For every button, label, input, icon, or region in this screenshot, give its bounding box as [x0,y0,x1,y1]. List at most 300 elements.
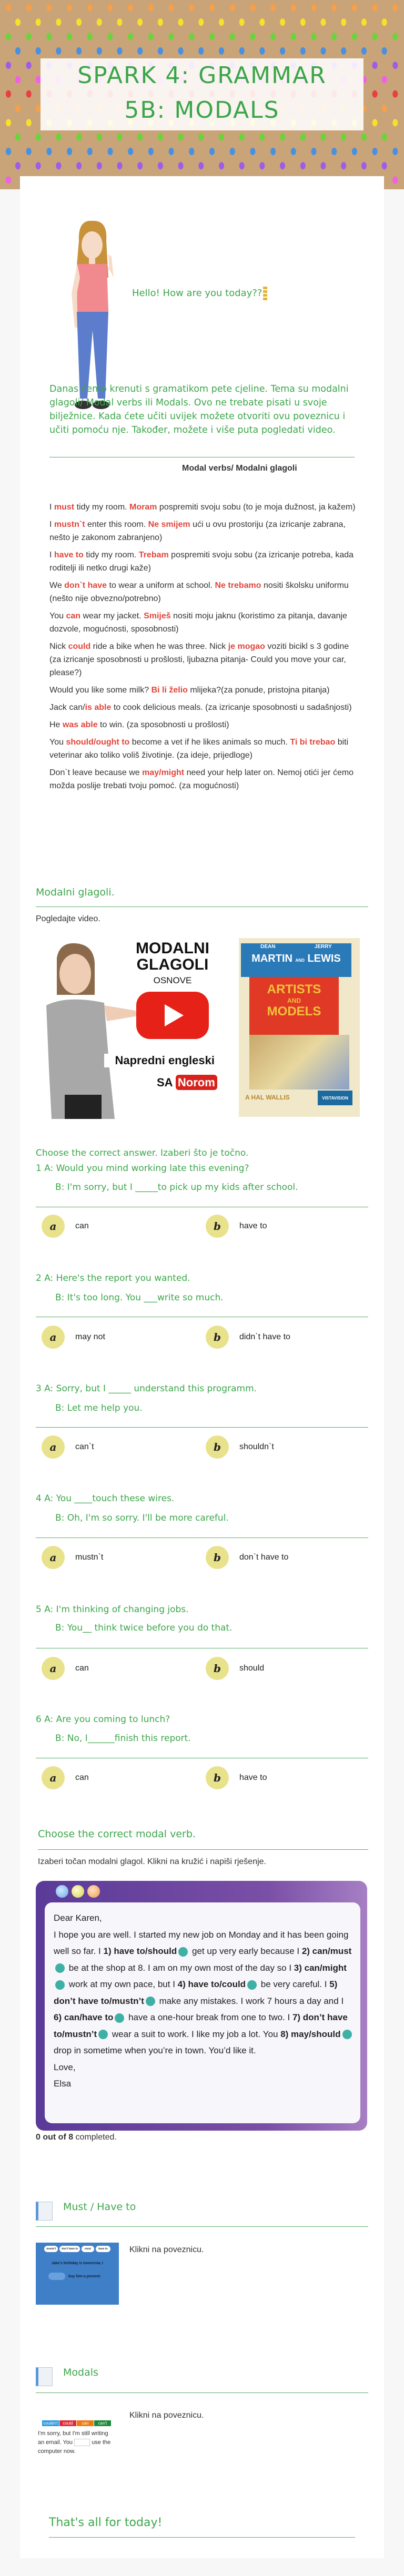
question-2-option-b[interactable] [206,1326,290,1349]
banner-dot [382,76,387,84]
answer-blank-circle[interactable] [247,1980,257,1990]
modal-highlight: don`t have [64,581,107,590]
banner-dot [108,148,113,155]
banner-dot [97,18,102,26]
question-4-option-b[interactable] [206,1546,288,1569]
question-6-line-b: B: No, I______finish this report. [55,1733,191,1744]
banner-dot [158,162,163,169]
modal-highlight: have to [54,551,84,559]
option-letter-badge: b [206,1546,229,1569]
question-3-option-b[interactable] [206,1435,274,1459]
banner-dot [189,148,194,155]
link-thumbnail-must-have-to[interactable] [36,2243,119,2305]
modal-choice: 3) can/might [294,1962,347,1973]
example-text: I [49,551,54,559]
option-letter-badge: b [206,1657,229,1680]
banner-dot [108,33,113,40]
progress-count: 0 out of 8 [36,2133,74,2142]
video-thumbnail[interactable] [36,932,368,1119]
answer-blank-circle[interactable] [178,1947,188,1957]
banner-dot [300,18,306,26]
thumb-sentence: an email. You [38,2439,73,2446]
banner-dot [87,148,93,155]
banner-dot [341,47,346,55]
header-banner [0,0,404,189]
banner-dot [270,4,276,12]
intro-paragraph: Danas ćemo krenuti s gramatikom pete cjeline. Tema su modalni glagoli/ Modal verbs ili Modals. Ovo ne trebate pisati u svoje bilježnice. Kada ćete učiti uvijek možete otvoriti ovu poveznicu i učiti pomoću nje. Također, možete i više puta pogledati video. [49,384,349,435]
question-divider [36,1427,368,1428]
banner-dot [56,18,61,26]
banner-dot [46,148,52,155]
banner-dot [178,162,184,169]
link-text[interactable]: Klikni na poveznicu. [129,2245,204,2254]
banner-dot [230,33,235,40]
question-6-option-a[interactable] [42,1766,89,1789]
link-divider [36,2226,368,2227]
exercise-instruction: Izaberi točan modalni glagol. Klikni na kružić i napiši rješenje. [38,1857,266,1866]
banner-dot [321,134,326,141]
example-text: pospremiti svoju sobu (za izricanje potreba, kada roditelji ili netko drugi kaže) [49,551,354,573]
banner-dot [6,33,11,40]
banner-dot [198,18,204,26]
example-text: ući u ovu prostoriju (za izricanje zabrana, nešto je zakonom zabranjeno) [49,520,346,542]
answer-blank-circle[interactable] [55,1963,65,1973]
thumb-pill: can [77,2420,94,2426]
banner-dot [392,177,398,184]
banner-dot [36,134,41,141]
banner-dot [6,90,11,98]
emoji-icon [263,287,267,300]
banner-dot [209,148,215,155]
banner-dot [230,4,235,12]
modal-choice: 7) don’t have to/mustn’t [54,2012,348,2039]
banner-dot [169,33,174,40]
banner-dot [6,62,11,69]
banner-dot [67,4,72,12]
modal-example [49,548,357,575]
banner-dot [300,134,306,141]
banner-dot [137,18,143,26]
banner-dot [239,134,245,141]
modal-verbs-heading: Modal verbs/ Modalni glagoli [182,464,297,473]
example-text: We [49,581,65,590]
option-letter-badge: a [42,1435,65,1459]
question-4-line-b: B: Oh, I'm so sorry. I'll be more careful. [55,1513,229,1523]
banner-dot [108,4,113,12]
closing-divider [49,2537,355,2538]
poster-name: MARTIN [251,953,292,964]
thumb-pill: must [82,2246,94,2252]
modal-example [49,609,357,636]
banner-dot [361,18,367,26]
letter-salutation: Dear Karen, [54,1913,102,1923]
banner-dot [128,148,133,155]
question-1-option-b[interactable] [206,1215,267,1238]
letter-text-segment: work at my own pace, but I [66,1979,178,1989]
banner-dot [87,33,93,40]
modal-highlight: can [66,612,81,620]
banner-dot [270,148,276,155]
banner-dot [97,47,102,55]
banner-dot [26,62,32,69]
banner-dot [15,134,21,141]
modal-example [49,640,357,679]
answer-blank-circle[interactable] [98,2030,108,2039]
banner-dot [76,162,82,169]
poster-name: AND [295,958,305,963]
question-3-line-a: 3 A: Sorry, but I _____ understand this programm. [36,1383,257,1394]
progress-label: completed. [73,2133,117,2142]
banner-dot [15,76,21,84]
question-5-line-b: B: You__ think twice before you do that. [55,1623,233,1633]
example-text: mlijeka?(za ponude, pristojna pitanja) [187,686,330,695]
poster-title: AND [287,997,301,1004]
window-dot-blue-icon [56,1885,68,1898]
banner-dot [321,47,326,55]
banner-dot [137,47,143,55]
letter-text-segment: be at the shop at 8. I am on my own most of the day so I [66,1962,294,1973]
modal-highlight: Ti bi trebao [290,738,336,747]
banner-dot [158,47,163,55]
banner-dot [76,18,82,26]
title-line-2: 5B: MODALS [124,97,280,124]
modal-highlight: Smiješ [144,612,171,620]
thumb-sentence: computer now. [38,2448,76,2455]
banner-dot [300,162,306,169]
banner-dot [158,18,163,26]
banner-dot [26,90,32,98]
question-2-line-a: 2 A: Here's the report you wanted. [36,1273,190,1284]
letter-text-segment: make any mistakes. I work 7 hours a day and I [156,1995,344,2006]
answer-blank-circle[interactable] [115,2013,124,2023]
banner-dot [219,162,224,169]
option-letter-badge: a [42,1326,65,1349]
modal-highlight: may/might [142,768,185,777]
example-text: I [49,503,54,512]
option-letter-badge: a [42,1215,65,1238]
example-text: tidy my room. [74,503,130,512]
banner-dot [15,47,21,55]
banner-dot [239,18,245,26]
example-text: to win. (za sposobnosti u prošlosti) [97,720,229,729]
question-1-option-a[interactable] [42,1215,89,1238]
document-icon [36,2367,53,2386]
modal-highlight: must [54,503,75,512]
option-letter-badge: b [206,1215,229,1238]
movie-poster [239,938,360,1117]
banner-dot [382,162,387,169]
banner-dot [311,4,317,12]
example-text: to cook delicious meals. (za izricanje sposobnosti u sadašnjosti) [111,703,352,712]
banner-dot [158,134,163,141]
banner-dot [372,4,378,12]
banner-dot [311,33,317,40]
option-letter-badge: a [42,1657,65,1680]
thumb-sentence: buy him a present. [68,2274,101,2278]
thumb-footer: Napredni engleski [104,1054,215,1067]
banner-dot [250,33,255,40]
banner-dot [56,134,61,141]
video-section-heading: Modalni glagoli. [36,887,115,898]
banner-dot [189,33,194,40]
question-2-option-a[interactable] [42,1326,105,1349]
modal-highlight: je mogao [228,642,265,651]
banner-dot [331,4,337,12]
link-thumbnail-modals[interactable] [38,2420,122,2462]
modal-choice: 8) may/should [280,2029,341,2039]
banner-dot [209,4,215,12]
poster-name: DEAN [260,944,276,950]
banner-dot [6,4,11,12]
answer-blank-circle[interactable] [146,1997,155,2006]
link-text[interactable]: Klikni na poveznicu. [129,2411,204,2420]
question-5-option-b[interactable] [206,1657,264,1680]
banner-dot [392,62,398,69]
example-text: tidy my room. [83,551,139,559]
banner-dot [321,162,326,169]
greeting-text [132,287,267,300]
answer-blank-circle[interactable] [55,1980,65,1990]
banner-dot [259,18,265,26]
banner-dot [117,47,123,55]
question-6-option-b[interactable] [206,1766,267,1789]
banner-dot [392,148,398,155]
banner-dot [352,148,357,155]
example-text: You [49,612,66,620]
banner-dot [352,4,357,12]
letter-closing: Love, [54,2062,76,2072]
banner-dot [15,105,21,112]
banner-dot [291,33,296,40]
modal-example [49,718,357,731]
quiz-heading: Choose the correct answer. Izaberi što je točno. [36,1148,249,1158]
option-label: shouldn`t [239,1442,274,1451]
example-text: nositi moju jaknu (koristimo za pitanja, davanje dozvole, mogućnosti, sposobnosti) [49,612,347,634]
letter-window [36,1881,367,2131]
letter-text-segment: get up very early because I [189,1946,302,1956]
banner-dot [372,62,378,69]
exercise-heading: Choose the correct modal verb. [38,1828,196,1840]
banner-dot [372,90,378,98]
letter-text-segment: drop in sometime when you’re in town. You’d like it. [54,2045,256,2055]
banner-dot [361,47,367,55]
option-label: should [239,1664,265,1673]
modal-choice: 6) can/have to [54,2012,114,2022]
modal-examples-list [49,501,357,797]
banner-dot [97,134,102,141]
window-dot-yellow-icon [72,1885,84,1898]
page-title [41,58,363,130]
example-text: He [49,720,63,729]
banner-dot [392,119,398,126]
banner-dot [148,4,154,12]
banner-dot [15,18,21,26]
banner-dot [250,148,255,155]
poster-badge: VISTAVISION [318,1091,352,1105]
option-letter-badge: b [206,1766,229,1789]
thumb-subtitle: OSNOVE [153,975,192,985]
example-text: to wear a uniform at school. [107,581,215,590]
banner-dot [341,134,346,141]
banner-dot [67,33,72,40]
question-3-option-a[interactable] [42,1435,94,1459]
youtube-play-button[interactable] [136,992,209,1039]
banner-dot [382,47,387,55]
option-label: have to [239,1221,267,1230]
banner-dot [372,148,378,155]
banner-dot [361,134,367,141]
banner-dot [198,134,204,141]
banner-dot [36,18,41,26]
question-2-line-b: B: It's too long. You ___write so much. [55,1292,224,1303]
banner-dot [209,33,215,40]
banner-dot [87,4,93,12]
banner-dot [300,47,306,55]
banner-dot [291,4,296,12]
banner-dot [352,33,357,40]
thumb-title-2: GLAGOLI [136,956,209,973]
question-5-line-a: 5 A: I'm thinking of changing jobs. [36,1604,189,1615]
window-dot-orange-icon [87,1885,100,1898]
banner-dot [382,105,387,112]
banner-dot [341,18,346,26]
option-label: don`t have to [239,1553,289,1562]
modal-choice: 1) have to/should [103,1946,177,1956]
thumb-title-1: MODALNI [136,940,209,957]
modal-choice: 4) have to/could [177,1979,246,1989]
modal-highlight: was able [62,720,98,729]
banner-dot [137,134,143,141]
modal-highlight: Moram [129,503,157,512]
example-text: ride a bike when he was three. Nick [90,642,228,651]
example-text: You [49,738,66,747]
thumb-sentence: Jake's birthday is tomorrow, I [51,2262,104,2265]
option-letter-badge: b [206,1435,229,1459]
banner-dot [259,134,265,141]
letter-text [54,1910,354,2092]
modal-highlight: Bi li želio [151,686,188,695]
poster-name: LEWIS [307,953,341,964]
poster-name: JERRY [314,944,332,950]
letter-text-segment: I hope you are well. I started my new job on Monday and it has been going well so far. I [54,1929,349,1956]
question-4-option-a[interactable] [42,1546,103,1569]
banner-dot [117,134,123,141]
banner-dot [15,162,21,169]
option-label: have to [239,1773,267,1782]
exercise-divider [38,1849,368,1850]
banner-dot [321,18,326,26]
banner-dot [392,33,398,40]
document-icon [36,2202,53,2221]
banner-dot [280,134,285,141]
thumb-sa: SA [157,1076,173,1089]
option-label: can [75,1664,89,1673]
banner-dot [97,162,102,169]
link-title-must-have-to[interactable]: Must / Have to [63,2201,136,2213]
exercise-progress [36,2132,117,2143]
option-label: can`t [75,1442,94,1451]
banner-dot [56,47,61,55]
example-text: biti veterinar ako toliko voliš životinje. (za ideje, prijedloge) [49,738,349,760]
letter-signature: Elsa [54,2079,72,2089]
banner-dot [382,134,387,141]
banner-dot [178,47,184,55]
modal-choice: 5) don’t have to/mustn’t [54,1979,338,2006]
link-title-modals[interactable]: Modals [63,2367,98,2378]
banner-dot [259,47,265,55]
example-text: I [49,520,54,529]
banner-dot [239,162,245,169]
question-4-line-a: 4 A: You ____touch these wires. [36,1493,175,1504]
banner-dot [6,119,11,126]
option-label: can [75,1773,89,1782]
banner-dot [392,90,398,98]
example-text: voziti bicikl s 3 godine (za izricanje sposobnosti u prošlosti, ljubazna pitanja- Could you move your car, please?) [49,642,349,677]
letter-text-segment: have a one-hour break from one to two. I [126,2012,292,2022]
closing-text: That's all for today! [49,2516,163,2529]
banner-dot [178,18,184,26]
question-6-line-a: 6 A: Are you coming to lunch? [36,1714,170,1725]
banner-dot [259,162,265,169]
link-divider [36,2392,368,2393]
banner-dot [198,162,204,169]
thumb-pill: don't have to [59,2246,80,2252]
option-letter-badge: a [42,1766,65,1789]
banner-dot [76,134,82,141]
question-1-line-b: B: I'm sorry, but I _____to pick up my kids after school. [55,1182,298,1193]
banner-dot [198,47,204,55]
banner-dot [372,119,378,126]
answer-blank-circle[interactable] [342,2030,352,2039]
modal-example [49,579,357,605]
option-label: mustn`t [75,1553,104,1562]
option-letter-badge: a [42,1546,65,1569]
example-text: wear my jacket. [80,612,144,620]
banner-dot [382,18,387,26]
play-icon [165,1004,184,1026]
banner-dot [178,134,184,141]
modal-example [49,501,357,514]
modal-highlight: should/ought to [66,738,130,747]
banner-dot [219,134,224,141]
option-label: may not [75,1332,105,1341]
video-instruction: Pogledajte video. [36,914,100,923]
banner-dot [26,33,32,40]
thumb-sentence: use the [92,2439,111,2446]
banner-dot [36,47,41,55]
modal-example [49,701,357,714]
banner-dot [372,33,378,40]
question-5-option-a[interactable] [42,1657,89,1680]
banner-dot [76,47,82,55]
banner-dot [26,119,32,126]
banner-dot [280,18,285,26]
thumb-pill: can't [94,2420,111,2426]
thumb-pill: mustn't [44,2246,58,2252]
banner-dot [148,148,154,155]
modal-example [49,518,357,544]
banner-dot [219,47,224,55]
option-label: can [75,1221,89,1230]
option-letter-badge: b [206,1326,229,1349]
example-text: Don`t leave because we [49,768,143,777]
modal-highlight: could [68,642,91,651]
modal-highlight: is able [85,703,112,712]
question-3-line-b: B: Let me help you. [55,1403,143,1413]
example-text: enter this room. [85,520,148,529]
example-text: Jack can/ [49,703,85,712]
modal-highlight: Ne trebamo [215,581,261,590]
